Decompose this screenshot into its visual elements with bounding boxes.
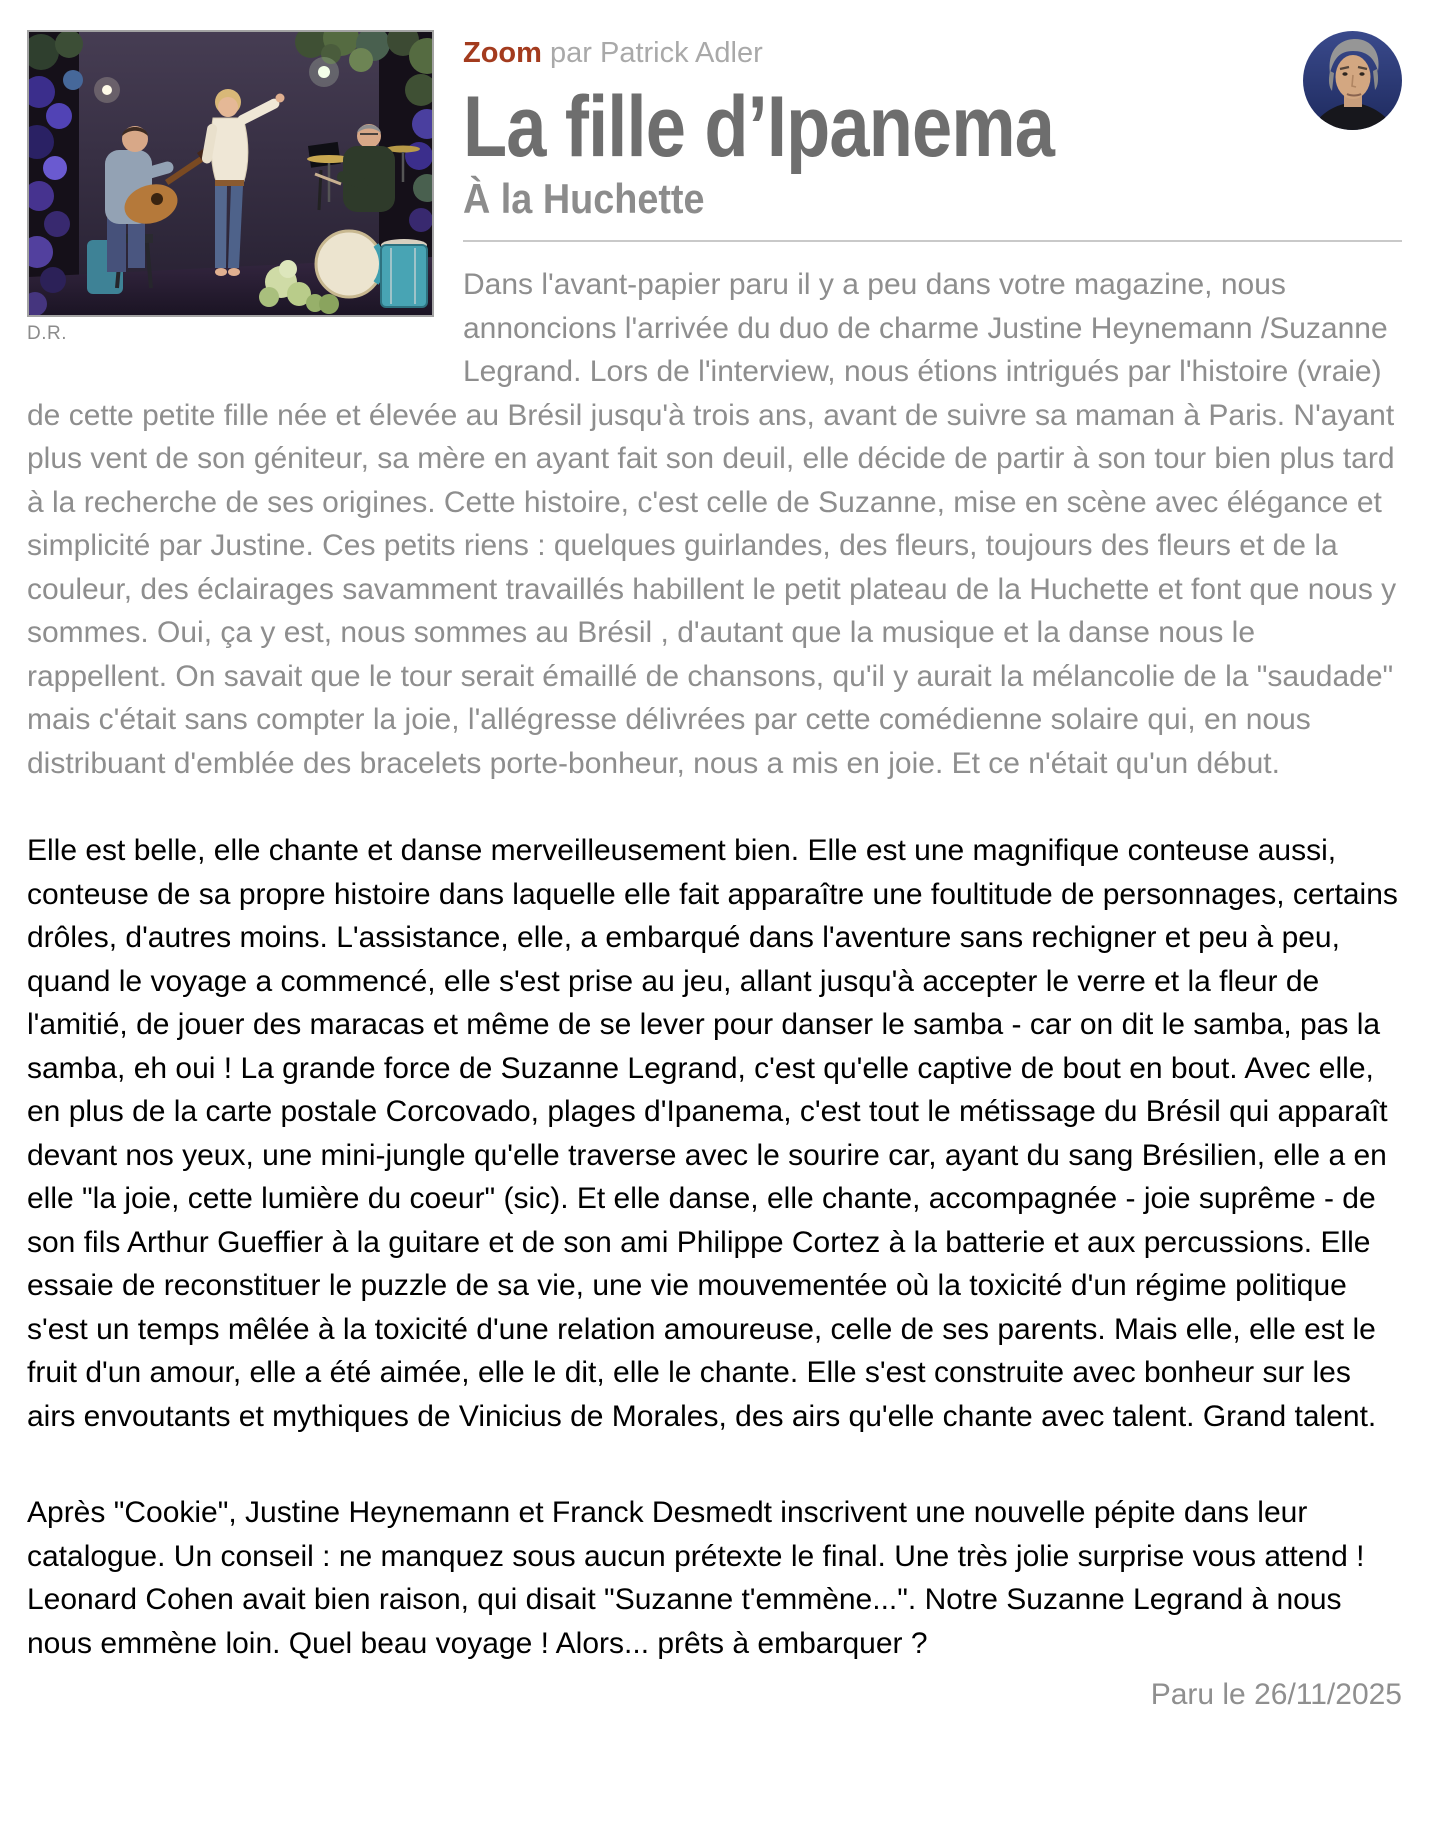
body-paragraph: Elle est belle, elle chante et danse merveilleusement bien. Elle est une magnifique conteuse aussi, conteuse de sa propre histoire dans laquelle elle fait apparaître une foultitude de personnages, certains drôles, d'autres moins. L'assistance, elle, a embarqué dans l'aventure sans rechigner et peu à peu, quand le voyage a commencé, elle s'est prise au jeu, allant jusqu'à accepter le verre et la fleur de l'amitié, de jouer des maracas et même de se lever pour danser le samba - car on dit le samba, pas la samba, eh oui ! La grande force de Suzanne Legrand, c'est qu'elle captive de bout en bout. Avec elle, en plus de la carte postale Corcovado, plages d'Ipanema, c'est tout le métissage du Brésil qui apparaît devant nos yeux, une mini-jungle qu'elle traverse avec le sourire car, ayant du sang Brésilien, elle a en elle "la joie, cette lumière du coeur" (sic). Et elle danse, elle chante, accompagnée - joie suprême - de son fils Arthur Gueffier à la guitare et de son ami Philippe Cortez à la batterie et aux percussions. Elle essaie de reconstituer le puzzle de sa vie, une vie mouvementée où la toxicité d'un régime politique s'est un temps mêlée à la toxicité d'une relation amoureuse, celle de ses parents. Mais elle, elle est le fruit d'un amour, elle a été aimée, elle le dit, elle le chante. Elle s'est construite avec bonheur sur les airs envoutants et mythiques de Vinicius de Morales, des airs qu'elle chante avec talent. Grand talent.: [27, 834, 1398, 1433]
rubric-link[interactable]: Zoom: [463, 37, 542, 69]
lead-paragraph: Dans l'avant-papier paru il y a peu dans votre magazine, nous annoncions l'arrivée du duo de charme Justine Heynemann /Suzanne Legrand. Lors de l'interview, nous étions intrigués par l'histoire (vraie) de cette petite fille née et élevée au Brésil jusqu'à trois ans, avant de suivre sa maman à Paris. N'ayant plus vent de son géniteur, sa mère en ayant fait son deuil, elle décide de partir à son tour bien plus tard à la recherche de ses origines. Cette histoire, c'est celle de Suzanne, mise en scène avec élégance et simplicité par Justine. Ces petits riens : quelques guirlandes, des fleurs, toujours des fleurs et de la couleur, des éclairages savamment travaillés habillent le petit plateau de la Huchette et font que nous y sommes. Oui, ça y est, nous sommes au Brésil , d'autant que la musique et la danse nous le rappellent. On savait que le tour serait émaillé de chansons, qu'il y aurait la mélancolie de la "saudade" mais c'était sans compter la joie, l'allégresse délivrées par cette comédienne solaire qui, en nous distribuant d'emblée des bracelets porte-bonheur, nous a mis en joie. Et ce n'était qu'un début.: [27, 268, 1397, 780]
author-avatar[interactable]: [1303, 31, 1402, 130]
byline: par Patrick Adler: [550, 37, 763, 69]
body-paragraph: Après "Cookie", Justine Heynemann et Franck Desmedt inscrivent une nouvelle pépite dans leur catalogue. Un conseil : ne manquez sous aucun prétexte le final. Une très jolie surprise vous attend ! Leonard Cohen avait bien raison, qui disait "Suzanne t'emmène...". Notre Suzanne Legrand à nous nous emmène loin. Quel beau voyage ! Alors... prêts à embarquer ?: [27, 1496, 1365, 1660]
photo-credit: D.R.: [27, 323, 67, 344]
publication-date: Paru le 26/11/2025: [1150, 1678, 1402, 1711]
rubric-line: [463, 36, 1402, 70]
stage-photo: [27, 30, 434, 317]
header-divider: [463, 240, 1402, 242]
author-portrait-image: [1303, 31, 1402, 130]
article-body: [27, 263, 1402, 1713]
article-header: [463, 0, 1402, 242]
article-photo-block: [27, 30, 434, 345]
page-subtitle: À la Huchette: [463, 175, 705, 222]
page-title: La fille d’Ipanema: [463, 79, 1055, 175]
